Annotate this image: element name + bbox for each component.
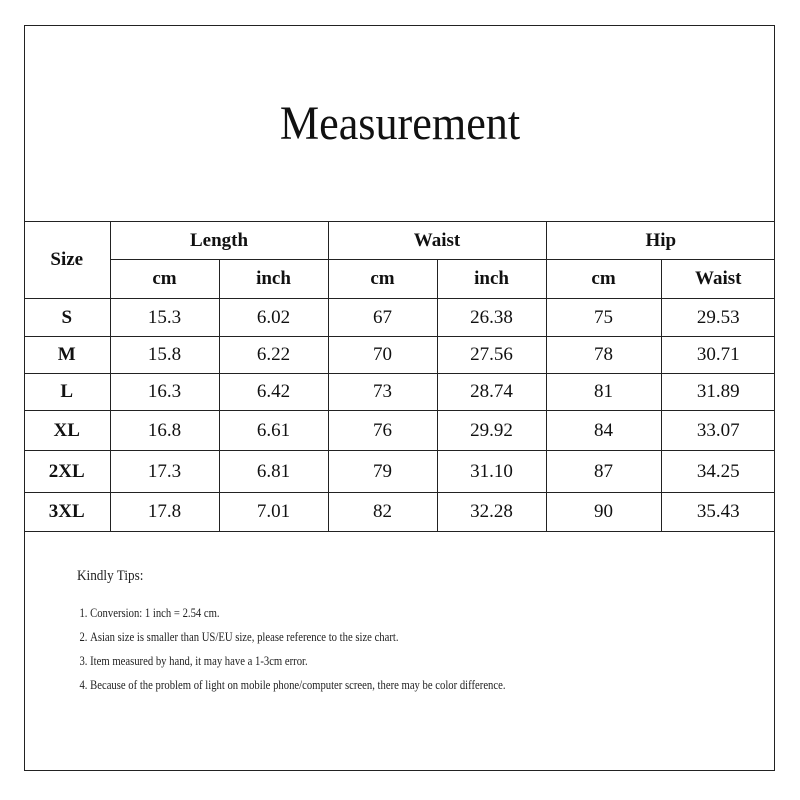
unit-header-row [24,260,775,299]
table-cell: 15.8 [110,337,219,374]
table-cell: 15.3 [110,299,219,337]
size-cell: M [24,337,110,374]
table-cell: 32.28 [437,493,546,532]
size-cell: XL [24,411,110,451]
tip-item: 3. Item measured by hand, it may have a 1-3cm error. [90,649,516,673]
tips-title: Kindly Tips: [77,568,144,584]
table-row [24,411,775,451]
table-cell: 26.38 [437,299,546,337]
unit-header: inch [219,260,328,299]
table-cell: 73 [328,374,437,411]
table-cell: 35.43 [661,493,775,532]
table-row [24,299,775,337]
size-cell: S [24,299,110,337]
unit-header: cm [110,260,219,299]
unit-header: inch [437,260,546,299]
tip-item: 4. Because of the problem of light on mobile phone/computer screen, there may be color difference. [90,673,516,697]
kindly-tips [77,568,717,697]
table-cell: 16.3 [110,374,219,411]
table-cell: 33.07 [661,411,775,451]
table-cell: 6.22 [219,337,328,374]
size-cell: L [24,374,110,411]
group-header-hip: Hip [546,222,775,260]
size-chart-table [24,221,775,532]
size-cell: 3XL [24,493,110,532]
tip-item: 2. Asian size is smaller than US/EU size, please reference to the size chart. [90,625,516,649]
unit-header: cm [546,260,661,299]
table-cell: 84 [546,411,661,451]
table-cell: 75 [546,299,661,337]
table-cell: 78 [546,337,661,374]
table-cell: 82 [328,493,437,532]
table-cell: 87 [546,451,661,493]
table-cell: 7.01 [219,493,328,532]
table-cell: 29.92 [437,411,546,451]
table-cell: 76 [328,411,437,451]
size-header: Size [24,222,110,299]
table-cell: 28.74 [437,374,546,411]
unit-header: Waist [661,260,775,299]
table-cell: 30.71 [661,337,775,374]
table-cell: 16.8 [110,411,219,451]
table-cell: 34.25 [661,451,775,493]
table-cell: 29.53 [661,299,775,337]
table-cell: 6.02 [219,299,328,337]
table-cell: 27.56 [437,337,546,374]
group-header-length: Length [110,222,328,260]
table-row [24,374,775,411]
table-cell: 6.81 [219,451,328,493]
table-cell: 81 [546,374,661,411]
unit-header: cm [328,260,437,299]
table-cell: 90 [546,493,661,532]
size-cell: 2XL [24,451,110,493]
table-cell: 31.89 [661,374,775,411]
tips-list [77,601,517,697]
group-header-row [24,222,775,260]
table-cell: 6.42 [219,374,328,411]
table-row [24,337,775,374]
group-header-waist: Waist [328,222,546,260]
table-cell: 6.61 [219,411,328,451]
table-cell: 31.10 [437,451,546,493]
table-cell: 17.8 [110,493,219,532]
page-title: Measurement [279,97,521,150]
table-row [24,451,775,493]
table-cell: 17.3 [110,451,219,493]
tip-item: 1. Conversion: 1 inch = 2.54 cm. [90,601,516,625]
table-cell: 67 [328,299,437,337]
table-row [24,493,775,532]
table-cell: 70 [328,337,437,374]
table-cell: 79 [328,451,437,493]
